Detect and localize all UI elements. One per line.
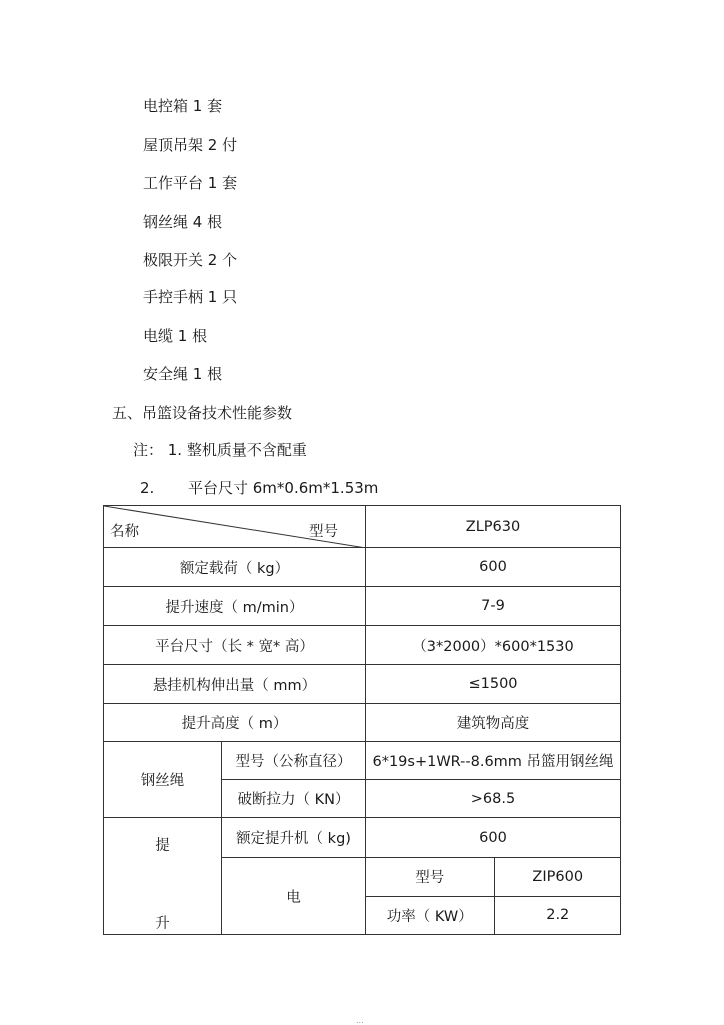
motor-subtable-cell [366,858,621,935]
hoist-group-cell [104,818,222,935]
rated-load-label: 额定载荷（ kg） [104,548,366,587]
table-row [104,548,621,587]
list-item: 安全绳 1 根 [143,365,223,383]
list-item: 钢丝绳 4 根 [143,213,223,231]
note-weight: 注： 1. 整机质量不含配重 [133,441,307,459]
rope-group-label: 钢丝绳 [104,742,222,818]
motor-model-value: ZIP600 [494,858,621,896]
motor-label: 电 [222,858,366,935]
lift-height-label: 提升高度（ m） [104,704,366,742]
rope-model-value: 6*19s+1WR--8.6mm 吊篮用钢丝绳 [366,742,621,780]
table-row [366,858,621,896]
list-item: 电缆 1 根 [143,327,208,345]
overhang-label: 悬挂机构伸出量（ mm） [104,665,366,704]
header-model-value: ZLP630 [366,506,621,548]
lift-height-value: 建筑物高度 [366,704,621,742]
table-row [104,665,621,704]
header-diagonal-cell [104,506,366,548]
rated-load-value: 600 [366,548,621,587]
spec-table [103,505,621,935]
lift-speed-value: 7-9 [366,587,621,626]
rope-break-label: 破断拉力（ KN） [222,780,366,818]
note-text: 平台尺寸 6m*0.6m*1.53m [188,479,379,497]
hoist-rated-label: 额定提升机（ kg) [222,818,366,858]
platform-size-value: （3*2000）*600*1530 [366,626,621,665]
section-heading: 五、吊篮设备技术性能参数 [112,404,293,422]
table-row [104,626,621,665]
lift-speed-label: 提升速度（ m/min） [104,587,366,626]
rope-break-value: >68.5 [366,780,621,818]
note-number: 2. [140,479,155,497]
motor-power-value: 2.2 [494,896,621,934]
hoist-group-top: 提 [155,838,170,854]
table-header-row [104,506,621,548]
header-name-label: 名称 [110,524,139,540]
rope-model-label: 型号（公称直径） [222,742,366,780]
list-item: 极限开关 2 个 [143,251,238,269]
note-platform-size [140,479,378,497]
list-item: 手控手柄 1 只 [143,288,238,306]
list-item: 电控箱 1 套 [143,97,223,115]
motor-power-label: 功率（ KW） [366,896,494,934]
table-row [104,742,621,780]
table-row [104,704,621,742]
motor-subtable [366,858,621,934]
hoist-rated-value: 600 [366,818,621,858]
table-row [366,896,621,934]
table-row [104,587,621,626]
list-item: 屋顶吊架 2 付 [143,136,238,154]
list-item: 工作平台 1 套 [143,174,238,192]
table-row [104,818,621,858]
header-model-label: 型号 [309,524,338,540]
overhang-value: ≤1500 [366,665,621,704]
hoist-group-bottom: 升 [155,916,170,932]
page-footer-mark: ... [356,1016,364,1025]
motor-model-label: 型号 [366,858,494,896]
platform-size-label: 平台尺寸（长 * 宽* 高） [104,626,366,665]
